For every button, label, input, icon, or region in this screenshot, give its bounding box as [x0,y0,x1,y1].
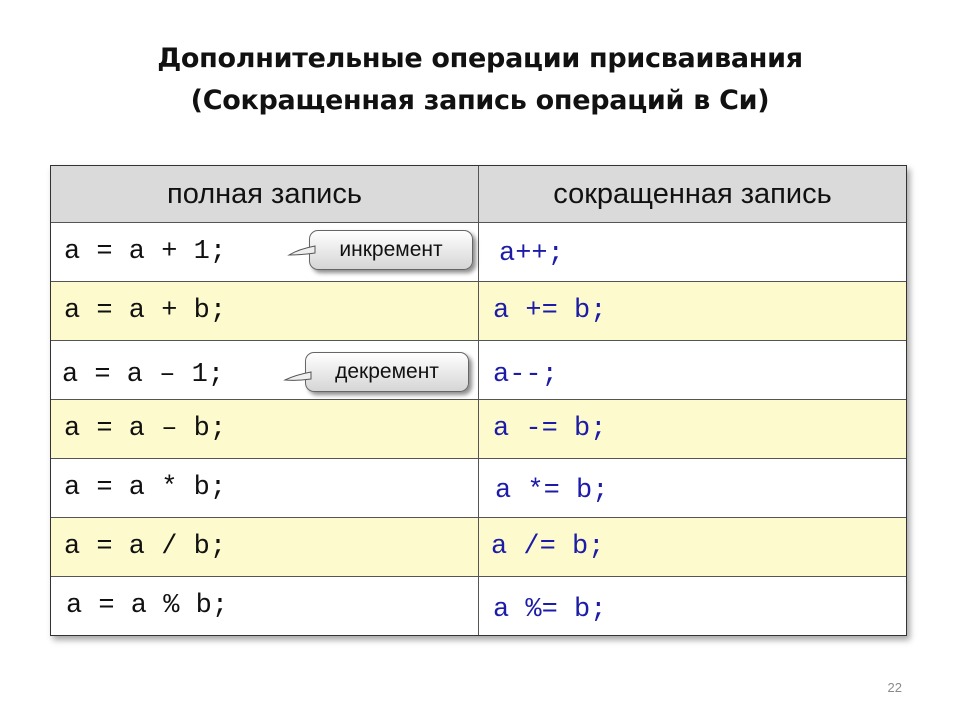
table-row [51,340,906,399]
short-form-cell [479,223,906,281]
short-form-cell [479,577,906,635]
full-form-code: a = a * b; [64,473,227,503]
short-form-code: a--; [493,360,558,390]
full-form-code: a = a – b; [64,414,227,444]
short-form-cell [479,282,906,340]
table-row [51,576,906,635]
page-number: 22 [887,680,902,695]
header-short-form: сокращенная запись [553,177,832,210]
full-form-code: a = a + 1; [64,237,227,267]
short-form-code: a -= b; [493,414,607,444]
full-form-cell [51,223,479,281]
table-header-row [51,166,906,222]
short-form-cell [479,400,906,458]
table-row [51,222,906,281]
full-form-code: a = a % b; [66,591,229,621]
short-form-cell [479,518,906,576]
full-form-code: a = a – 1; [62,360,225,390]
short-form-code: a += b; [493,296,607,326]
full-form-code: a = a / b; [64,532,227,562]
short-form-cell [479,459,906,517]
increment-callout: инкремент [309,230,473,270]
full-form-cell [51,577,479,635]
callout-pointer-icon [283,371,313,387]
full-form-cell [51,341,479,399]
full-form-cell [51,459,479,517]
short-form-code: a %= b; [493,595,607,625]
full-form-code: a = a + b; [64,296,227,326]
short-form-code: a *= b; [495,476,609,506]
header-full-form: полная запись [51,166,479,222]
title-line-2: (Сокращенная запись операций в Си) [190,85,770,116]
slide-title [0,38,960,122]
table-row [51,399,906,458]
table-row [51,281,906,340]
callout-pointer-icon [287,243,317,259]
short-form-cell [479,341,906,399]
table-row [51,517,906,576]
short-form-code: a++; [499,239,564,269]
short-form-code: a /= b; [491,532,605,562]
full-form-cell [51,400,479,458]
full-form-cell [51,518,479,576]
decrement-callout: декремент [305,352,469,392]
full-form-cell [51,282,479,340]
assignment-operators-table [50,165,907,636]
title-line-1: Дополнительные операции присваивания [157,43,803,74]
table-row [51,458,906,517]
